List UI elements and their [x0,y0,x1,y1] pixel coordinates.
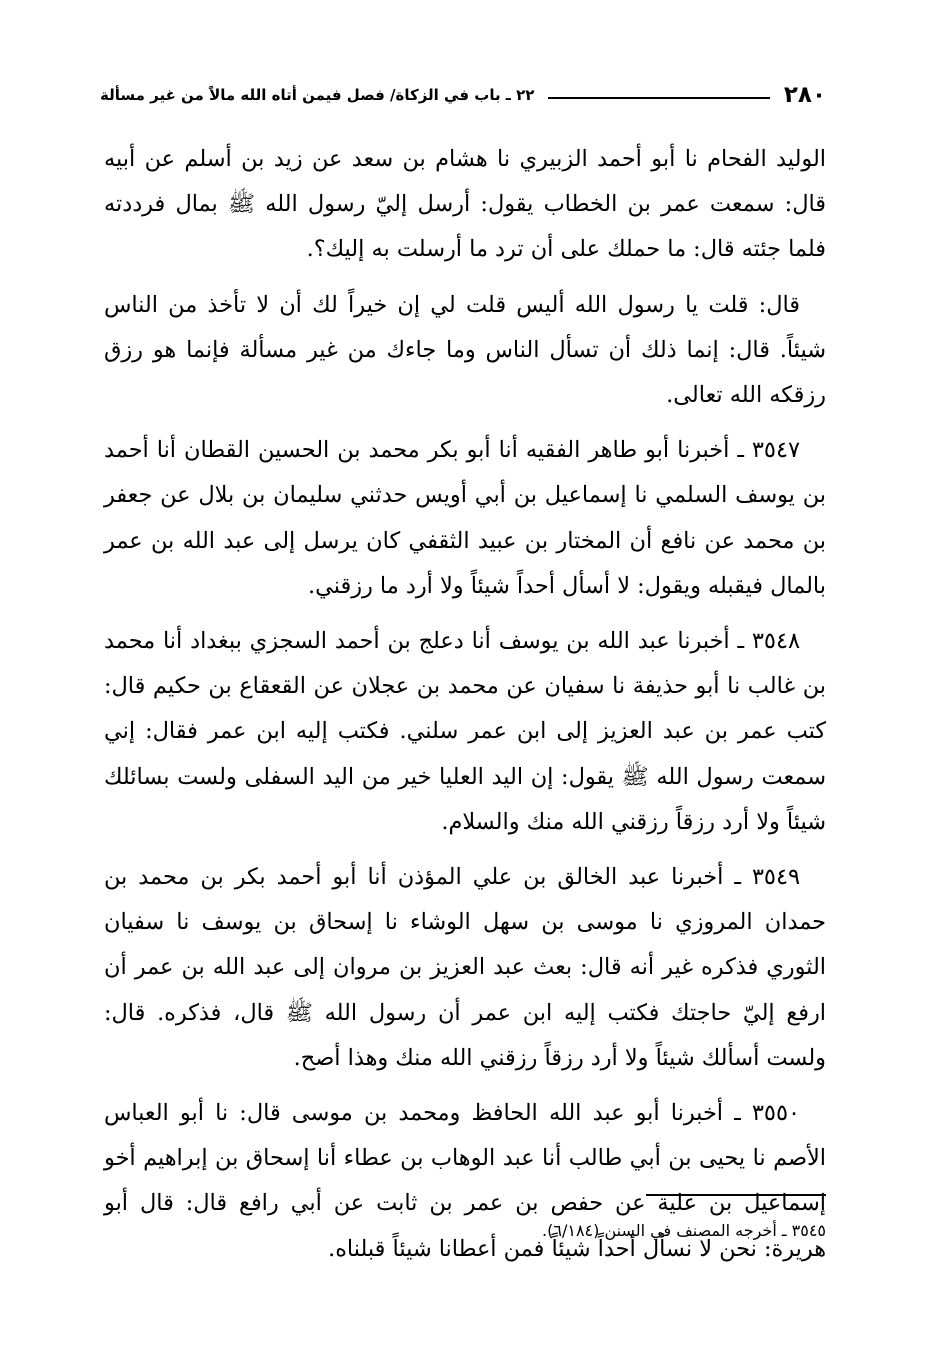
footnote-rule [646,1194,826,1196]
page-number: ٢٨٠ [783,82,826,108]
footnote: ٣٥٤٥ ـ أخرجه المصنف في السنن (٦/١٨٤). [542,1221,826,1240]
paragraph-quote: قال: قلت يا رسول الله أليس قلت لي إن خيراً لك أن لا تأخذ من الناس شيئاً. قال: إنما ذلك أن تسأل الناس وما جاءك من غير مسألة فإنما هو رزق رزقكه الله تعالى. [104,291,826,409]
hadith-3549: ٣٥٤٩ ـ أخبرنا عبد الخالق بن علي المؤذن أنا أبو أحمد بكر بن محمد بن حمدان المروزي نا موسى بن سهل الوشاء نا إسحاق بن يوسف نا سفيان الثوري فذكره غير أنه قال: بعث عبد العزيز بن مروان إلى عبد الله بن عمر أن ارفع إليّ حاجتك فكتب إليه ابن عمر أن رسول الله ﷺ قال، فذكره. قال: ولست أسألك شيئاً ولا أرد رزقاً رزقني الله منك وهذا أصح. [104,864,826,1071]
running-title: ٢٢ ـ باب في الزكاة/ فصل فيمن أتاه الله مالاً من غير مسألة [100,86,535,104]
main-text [104,137,826,1282]
hadith-3550: ٣٥٥٠ ـ أخبرنا أبو عبد الله الحافظ ومحمد بن موسى قال: نا أبو العباس الأصم نا يحيى بن أبي طالب أنا عبد الوهاب بن عطاء أنا إسحاق بن إبراهيم أخو إسماعيل بن علية عن حفص بن عمر بن ثابت عن أبي رافع قال: قال أبو هريرة: نحن لا نسأل أحداً شيئاً فمن أعطانا شيئاً قبلناه. [104,1100,826,1262]
paragraph-continuation: الوليد الفحام نا أبو أحمد الزبيري نا هشام بن سعد عن زيد بن أسلم عن أبيه قال: سمعت عمر بن الخطاب يقول: أرسل إليّ رسول الله ﷺ بمال فرددته فلما جئته قال: ما حملك على أن ترد ما أرسلت به إليك؟. [104,146,826,263]
hadith-3548: ٣٥٤٨ ـ أخبرنا عبد الله بن يوسف أنا دعلج بن أحمد السجزي ببغداد أنا محمد بن غالب نا أبو حذيفة نا سفيان عن محمد بن عجلان عن القعقاع بن حكيم قال: كتب عمر بن عبد العزيز إلى ابن عمر سلني. فكتب إليه ابن عمر فقال: إني سمعت رسول الله ﷺ يقول: إن اليد العليا خير من اليد السفلى ولست بسائلك شيئاً ولا أرد رزقاً رزقني الله منك والسلام. [104,628,826,835]
hadith-3547: ٣٥٤٧ ـ أخبرنا أبو طاهر الفقيه أنا أبو بكر محمد بن الحسين القطان أنا أحمد بن يوسف السلمي نا إسماعيل بن أبي أويس حدثني سليمان بن بلال عن جعفر بن محمد عن نافع أن المختار بن عبيد الثقفي كان يرسل إلى عبد الله بن عمر بالمال فيقبله ويقول: لا أسأل أحداً شيئاً ولا أرد ما رزقني. [104,437,826,599]
page-header [100,78,826,112]
header-rule [548,97,769,99]
